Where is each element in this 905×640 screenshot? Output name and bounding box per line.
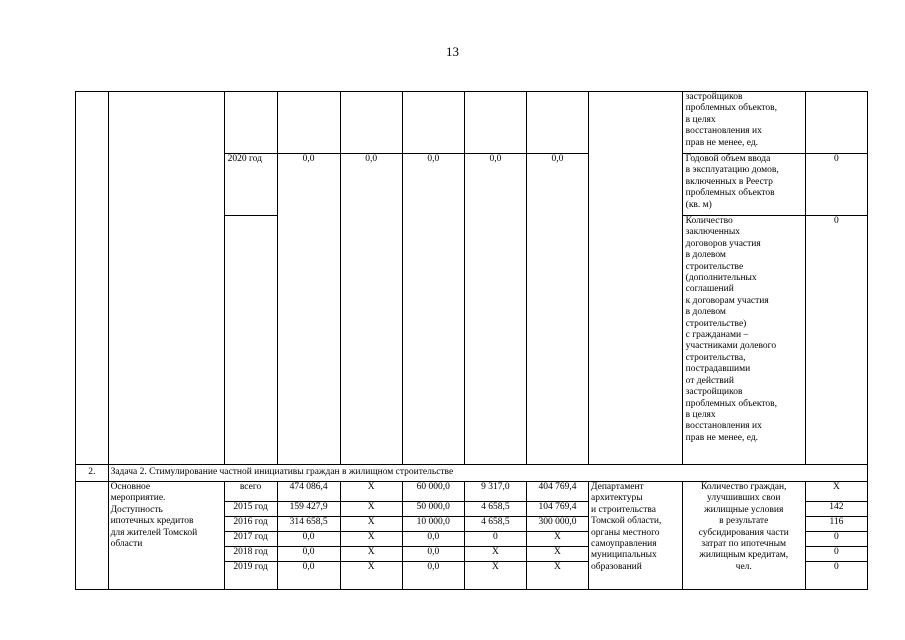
value-cell: 0 (464, 532, 526, 547)
value-cell: 0,0 (340, 154, 402, 465)
value-cell (340, 92, 402, 154)
indicator-cell: Годовой объем ввода в эксплуатацию домов, включенных в Реестр проблемных объектов (кв. м) (682, 154, 805, 216)
value-cell: X (526, 562, 588, 590)
value-cell: 0,0 (277, 532, 340, 547)
indicator-value-cell: X (805, 482, 867, 502)
year-cell: 2015 год (224, 502, 277, 517)
executor-cell (589, 92, 683, 465)
indicator-value-cell: 0 (805, 532, 867, 547)
value-cell: X (526, 547, 588, 562)
value-cell: 50 000,0 (402, 502, 464, 517)
value-cell (464, 92, 526, 154)
value-cell: X (340, 532, 402, 547)
value-cell: 4 658,5 (464, 517, 526, 532)
row-number-cell (76, 482, 109, 590)
table-row (76, 92, 868, 154)
executor-cell: Департамент архитектуры и строительства Томской области, органы местного самоуправления муниципальных образований (589, 482, 683, 590)
indicator-cell: застройщиков проблемных объектов, в целях восстановления их прав не менее, ед. (682, 92, 805, 154)
value-cell: 300 000,0 (526, 517, 588, 532)
value-cell: 0,0 (526, 154, 588, 465)
value-cell: X (464, 547, 526, 562)
measure-name-cell (108, 92, 224, 465)
measure-name-cell: Основное мероприятие. Доступность ипотечных кредитов для жителей Томской области (108, 482, 224, 590)
value-cell (526, 92, 588, 154)
value-cell: 0,0 (402, 154, 464, 465)
year-cell: 2018 год (224, 547, 277, 562)
value-cell: 159 427,9 (277, 502, 340, 517)
task-title: Задача 2. Стимулирование частной инициативы граждан в жилищном строительстве (108, 465, 867, 482)
value-cell: 0,0 (402, 562, 464, 590)
value-cell: 474 086,4 (277, 482, 340, 502)
value-cell (402, 92, 464, 154)
value-cell: 60 000,0 (402, 482, 464, 502)
value-cell: 0,0 (464, 154, 526, 465)
value-cell: 314 658,5 (277, 517, 340, 532)
value-cell: 0,0 (277, 562, 340, 590)
value-cell: X (340, 517, 402, 532)
table-row (76, 482, 868, 502)
value-cell: 4 658,5 (464, 502, 526, 517)
value-cell: 0,0 (402, 532, 464, 547)
value-cell: X (340, 482, 402, 502)
indicator-value-cell: 0 (805, 216, 867, 465)
value-cell: X (526, 532, 588, 547)
year-cell: 2020 год (224, 154, 277, 216)
value-cell: 0,0 (402, 547, 464, 562)
page-number: 13 (446, 44, 459, 59)
year-cell (224, 216, 277, 465)
indicator-cell: Количество заключенных договоров участия в долевом строительстве (дополнительных соглашений к договорам участия в долевом строительстве) с гражданами – участниками долевого строительства, пострадавшими от действий застройщиков проблемных объектов, в целях восстановления их прав не менее, ед. (682, 216, 805, 465)
year-cell: всего (224, 482, 277, 502)
value-cell: X (340, 547, 402, 562)
value-cell: X (340, 562, 402, 590)
indicator-cell: Количество граждан, улучшивших свои жилищные условия в результате субсидирования части затрат по ипотечным жилищным кредитам, чел. (682, 482, 805, 590)
indicator-value-cell: 0 (805, 547, 867, 562)
row-number-cell (76, 92, 109, 465)
task-row (76, 465, 868, 482)
year-cell: 2017 год (224, 532, 277, 547)
year-cell: 2019 год (224, 562, 277, 590)
value-cell (277, 92, 340, 154)
value-cell: X (340, 502, 402, 517)
year-cell: 2016 год (224, 517, 277, 532)
value-cell: 9 317,0 (464, 482, 526, 502)
value-cell: 0,0 (277, 547, 340, 562)
value-cell: 404 769,4 (526, 482, 588, 502)
value-cell: 104 769,4 (526, 502, 588, 517)
indicator-value-cell: 142 (805, 502, 867, 517)
year-cell (224, 92, 277, 154)
indicator-value-cell: 0 (805, 154, 867, 216)
value-cell: X (464, 562, 526, 590)
indicator-value-cell: 116 (805, 517, 867, 532)
indicator-value-cell: 0 (805, 562, 867, 590)
program-table (75, 91, 868, 590)
value-cell: 10 000,0 (402, 517, 464, 532)
task-number: 2. (76, 465, 109, 482)
value-cell: 0,0 (277, 154, 340, 465)
indicator-value-cell (805, 92, 867, 154)
